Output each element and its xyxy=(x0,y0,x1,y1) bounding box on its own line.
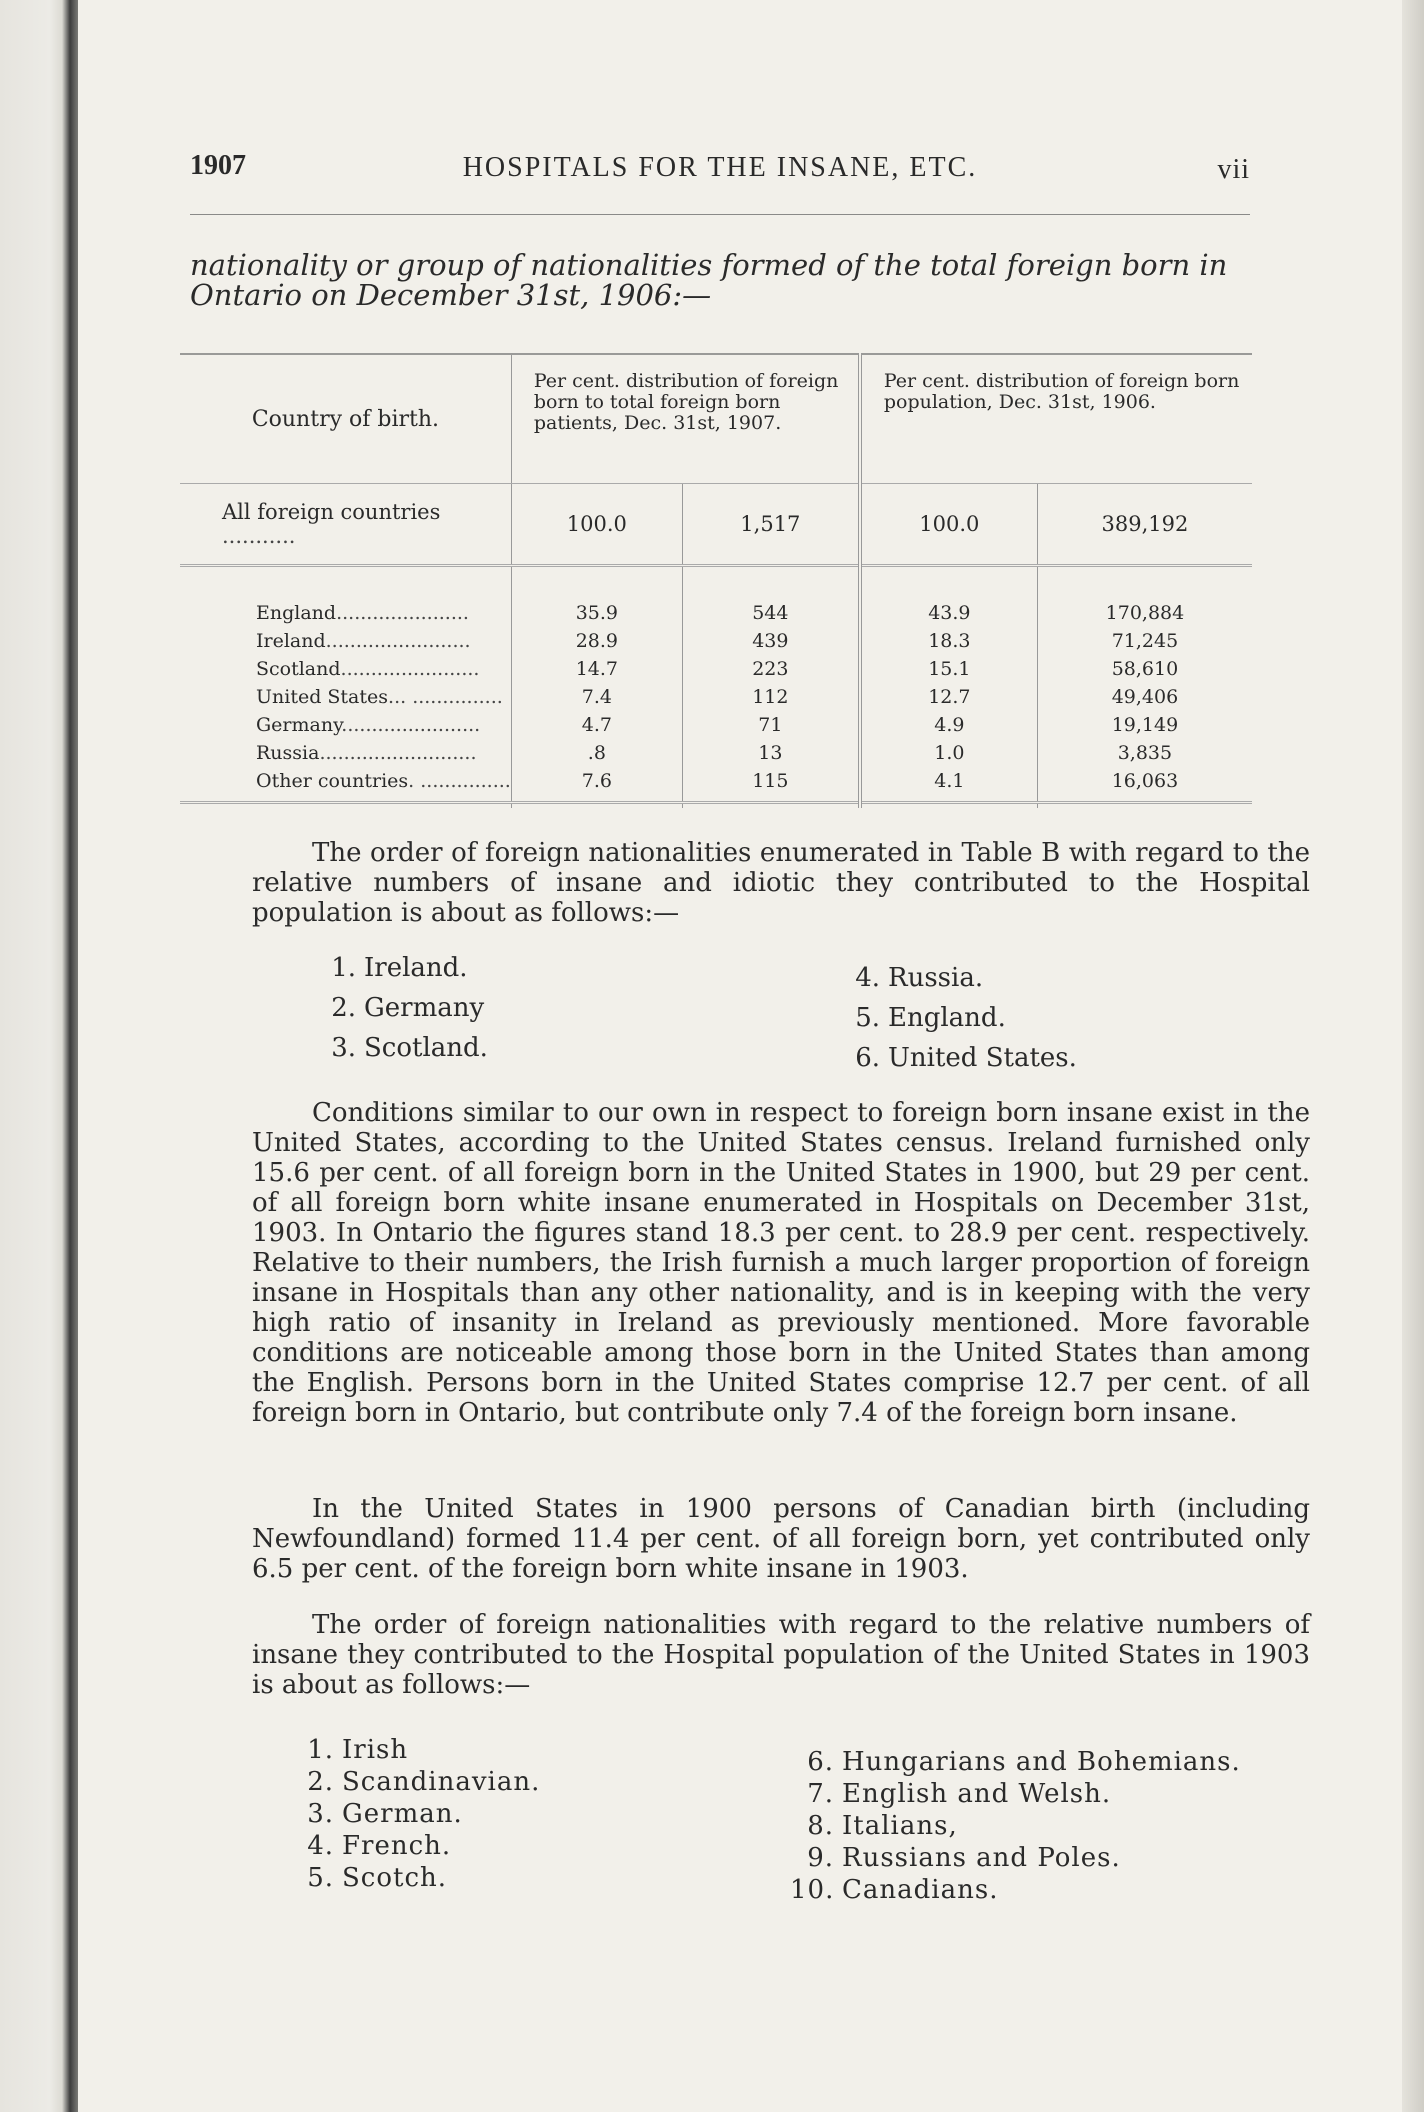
us-list-item: 10. Canadians. xyxy=(790,1875,999,1905)
population-cell: 71,245 xyxy=(1037,625,1252,653)
us-list-right xyxy=(790,1746,1241,1906)
total-pct-population: 100.0 xyxy=(860,484,1038,566)
population-cell: 19,149 xyxy=(1037,709,1252,737)
header-rule xyxy=(190,214,1250,215)
population-group-header: Per cent. distribution of foreign born population, Dec. 31st, 1906. xyxy=(860,354,1252,484)
us-list-item: 5. Scotch. xyxy=(307,1863,448,1893)
ontario-list-item: 6. United States. xyxy=(855,1043,1077,1073)
country-cell: Scotland....................... xyxy=(256,658,480,680)
us-list-item: 7. English and Welsh. xyxy=(807,1779,1112,1809)
pct-population-cell: 43.9 xyxy=(860,566,1038,626)
total-label: All foreign countries ........... xyxy=(180,484,511,566)
patients-cell: 115 xyxy=(682,765,860,803)
pct-patients-cell: 14.7 xyxy=(511,653,682,681)
table-row xyxy=(180,765,1252,803)
book-spine-shadow xyxy=(0,0,78,2112)
table-row xyxy=(180,737,1252,765)
pct-population-cell: 18.3 xyxy=(860,625,1038,653)
total-population: 389,192 xyxy=(1037,484,1252,566)
population-cell: 58,610 xyxy=(1037,653,1252,681)
ontario-list-item: 2. Germany xyxy=(331,993,485,1023)
patients-group-header: Per cent. distribution of foreign born to total foreign born patients, Dec. 31st, 1907. xyxy=(511,354,860,484)
running-header xyxy=(190,150,1250,190)
table-row xyxy=(180,566,1252,626)
paragraph-order-ontario: The order of foreign nationalities enumerated in Table B with regard to the relative numbers of insane and idiotic they contributed to the Hospital population is about as follows:— xyxy=(252,838,1310,928)
country-header: Country of birth. xyxy=(180,354,511,484)
ontario-list-right xyxy=(836,958,1077,1078)
patients-cell: 223 xyxy=(682,653,860,681)
country-cell: Other countries. ............... xyxy=(256,770,511,792)
table-row xyxy=(180,681,1252,709)
country-cell: Ireland........................ xyxy=(256,630,471,652)
table-row xyxy=(180,653,1252,681)
population-cell: 49,406 xyxy=(1037,681,1252,709)
header-title: HOSPITALS FOR THE INSANE, ETC. xyxy=(462,152,978,183)
document-page xyxy=(78,0,1402,2112)
paragraph-canadian-birth: In the United States in 1900 persons of Canadian birth (including Newfoundland) formed 11.4 per cent. of all foreign born, yet contributed only 6.5 per cent. of the foreign born white insane in 1903. xyxy=(252,1494,1310,1584)
us-list-item: 8. Italians, xyxy=(807,1811,958,1841)
us-list-item: 9. Russians and Poles. xyxy=(807,1843,1121,1873)
us-list-item: 2. Scandinavian. xyxy=(307,1767,541,1797)
pct-population-cell: 15.1 xyxy=(860,653,1038,681)
pct-patients-cell: 35.9 xyxy=(511,566,682,626)
us-list-left xyxy=(290,1734,540,1894)
paragraph-conditions: Conditions similar to our own in respect to foreign born insane exist in the United States, according to the United States census. Ireland furnished only 15.6 per cent. of all foreign born in the United States in 1900, but 29 per cent. of all foreign born white insane enumerated in Hospitals on December 31st, 1903. In Ontario the figures stand 18.3 per cent. to 28.9 per cent. respectively. Relative to their numbers, the Irish furnish a much larger proportion of foreign insane in Hospitals than any other nationality, and is in keeping with the very high ratio of insanity in Ireland as previously mentioned. More favorable conditions are noticeable among those born in the United States than among the English. Persons born in the United States comprise 12.7 per cent. of all foreign born in Ontario, but contribute only 7.4 of the foreign born insane. xyxy=(252,1098,1310,1428)
country-cell: Germany....................... xyxy=(256,714,481,736)
total-row xyxy=(180,484,1252,566)
country-cell: Russia.......................... xyxy=(256,742,477,764)
pct-patients-cell: 7.4 xyxy=(511,681,682,709)
population-cell: 3,835 xyxy=(1037,737,1252,765)
pct-population-cell: 4.1 xyxy=(860,765,1038,803)
country-cell: United States... ............... xyxy=(256,686,503,708)
pct-patients-cell: .8 xyxy=(511,737,682,765)
country-cell: England...................... xyxy=(256,602,469,624)
paragraph-order-us: The order of foreign nationalities with regard to the relative numbers of insane they contributed to the Hospital population of the United States in 1903 is about as follows:— xyxy=(252,1610,1310,1700)
page-edge xyxy=(1402,0,1424,2112)
nationality-table xyxy=(180,353,1252,808)
page-number: vii xyxy=(1217,154,1250,185)
ontario-list-left xyxy=(312,948,488,1068)
pct-patients-cell: 28.9 xyxy=(511,625,682,653)
patients-cell: 71 xyxy=(682,709,860,737)
pct-patients-cell: 4.7 xyxy=(511,709,682,737)
patients-cell: 13 xyxy=(682,737,860,765)
ontario-list-item: 4. Russia. xyxy=(855,963,984,993)
population-cell: 16,063 xyxy=(1037,765,1252,803)
total-patients: 1,517 xyxy=(682,484,860,566)
ontario-list-item: 1. Ireland. xyxy=(331,953,468,983)
pct-population-cell: 12.7 xyxy=(860,681,1038,709)
patients-cell: 439 xyxy=(682,625,860,653)
patients-cell: 544 xyxy=(682,566,860,626)
pct-population-cell: 1.0 xyxy=(860,737,1038,765)
us-list-item: 6. Hungarians and Bohemians. xyxy=(807,1747,1241,1777)
ontario-list-item: 5. England. xyxy=(855,1003,1006,1033)
total-pct-patients: 100.0 xyxy=(511,484,682,566)
us-list-item: 3. German. xyxy=(307,1799,463,1829)
us-list-item: 4. French. xyxy=(307,1831,452,1861)
table-row xyxy=(180,625,1252,653)
intro-text: nationality or group of nationalities formed of the total foreign born in Ontario on December 31st, 1906:— xyxy=(190,248,1228,312)
population-cell: 170,884 xyxy=(1037,566,1252,626)
table-row xyxy=(180,709,1252,737)
header-year: 1907 xyxy=(190,150,246,181)
pct-population-cell: 4.9 xyxy=(860,709,1038,737)
patients-cell: 112 xyxy=(682,681,860,709)
pct-patients-cell: 7.6 xyxy=(511,765,682,803)
ontario-list-item: 3. Scotland. xyxy=(331,1033,488,1063)
us-list-item: 1. Irish xyxy=(307,1735,409,1765)
